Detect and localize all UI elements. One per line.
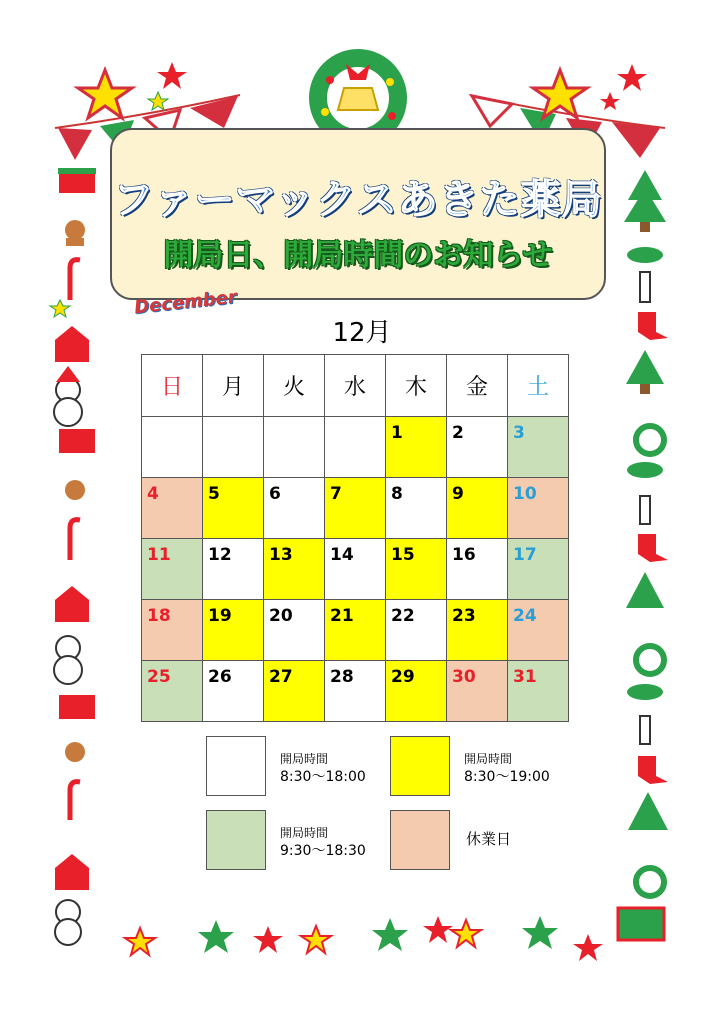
calendar-day-number: 18: [147, 606, 171, 626]
calendar-week-row: [142, 478, 569, 539]
calendar-day-cell: [508, 661, 569, 722]
legend-peach-swatch: [390, 810, 450, 870]
calendar-day-number: 17: [513, 545, 537, 565]
month-label: 12月: [332, 318, 392, 348]
legend-white-text: [280, 750, 366, 786]
calendar-day-number: 9: [452, 484, 464, 504]
legend-green-hours: 9:30〜18:30: [280, 843, 366, 859]
calendar-day-cell: [386, 661, 447, 722]
calendar-day-number: 1: [391, 423, 403, 443]
legend-yellow-text: [464, 750, 550, 786]
calendar-day-cell: [203, 417, 264, 478]
calendar-day-cell: [325, 417, 386, 478]
calendar-day-cell: [325, 661, 386, 722]
calendar-grid: [141, 354, 569, 722]
weekday-thursday: 木: [386, 355, 447, 417]
calendar-day-number: 27: [269, 667, 293, 687]
calendar-day-number: 8: [391, 484, 403, 504]
calendar-day-cell: [264, 539, 325, 600]
calendar-day-cell: [508, 417, 569, 478]
weekday-monday: 月: [203, 355, 264, 417]
calendar-day-cell: [386, 417, 447, 478]
weekday-sunday: 日: [142, 355, 203, 417]
calendar-day-cell: [508, 478, 569, 539]
calendar-day-cell: [325, 600, 386, 661]
calendar-day-number: 31: [513, 667, 537, 687]
calendar-day-number: 13: [269, 545, 293, 565]
calendar-day-cell: [264, 600, 325, 661]
legend-green-text: [280, 824, 366, 860]
legend-peach-label: 休業日: [466, 830, 512, 848]
legend-white-label: 開局時間: [280, 752, 329, 766]
calendar-day-number: 24: [513, 606, 537, 626]
calendar-day-number: 26: [208, 667, 232, 687]
calendar-day-number: 20: [269, 606, 293, 626]
calendar-day-number: 19: [208, 606, 232, 626]
calendar-day-number: 14: [330, 545, 354, 565]
calendar-day-number: 11: [147, 545, 171, 565]
calendar-day-cell: [386, 539, 447, 600]
calendar-day-cell: [203, 600, 264, 661]
calendar-day-cell: [203, 539, 264, 600]
weekday-wednesday: 水: [325, 355, 386, 417]
calendar-day-number: 12: [208, 545, 232, 565]
calendar-week-row: [142, 539, 569, 600]
weekday-tuesday: 火: [264, 355, 325, 417]
calendar-day-number: [203, 417, 263, 423]
calendar-day-cell: [447, 539, 508, 600]
legend-yellow-swatch: [390, 736, 450, 796]
notice-subtitle: 開局日、開局時間のお知らせ: [163, 238, 553, 273]
calendar-week-row: [142, 417, 569, 478]
december-decoration: December: [133, 286, 238, 319]
calendar-day-cell: [447, 478, 508, 539]
calendar-day-number: 22: [391, 606, 415, 626]
calendar-day-number: [325, 417, 385, 423]
calendar-day-cell: [142, 661, 203, 722]
calendar-day-cell: [447, 600, 508, 661]
calendar-day-cell: [508, 539, 569, 600]
calendar-day-cell: [142, 478, 203, 539]
calendar-day-cell: [508, 600, 569, 661]
calendar-day-cell: [142, 600, 203, 661]
calendar-day-number: 30: [452, 667, 476, 687]
calendar-day-cell: [142, 417, 203, 478]
header-banner: [110, 128, 606, 300]
calendar-day-cell: [447, 661, 508, 722]
weekday-friday: 金: [447, 355, 508, 417]
weekday-saturday: 土: [508, 355, 569, 417]
calendar-day-number: 23: [452, 606, 476, 626]
calendar-week-row: [142, 600, 569, 661]
calendar-day-cell: [264, 417, 325, 478]
calendar-body: [142, 417, 569, 722]
calendar-day-cell: [325, 478, 386, 539]
legend-white-hours: 8:30〜18:00: [280, 769, 366, 785]
legend-green-swatch: [206, 810, 266, 870]
calendar-week-row: [142, 661, 569, 722]
pharmacy-title: ファーマックスあきた薬局: [113, 177, 603, 223]
calendar-day-number: 28: [330, 667, 354, 687]
calendar-day-number: 21: [330, 606, 354, 626]
legend-yellow-label: 開局時間: [464, 752, 513, 766]
calendar-day-number: 2: [452, 423, 464, 443]
legend-yellow-hours: 8:30〜19:00: [464, 769, 550, 785]
calendar-day-number: 29: [391, 667, 415, 687]
calendar-day-cell: [203, 478, 264, 539]
calendar-day-cell: [142, 539, 203, 600]
calendar-day-number: 16: [452, 545, 476, 565]
legend-peach-text: [466, 830, 511, 848]
calendar-day-cell: [386, 600, 447, 661]
legend-green-label: 開局時間: [280, 826, 329, 840]
calendar-day-cell: [264, 478, 325, 539]
calendar-day-cell: [386, 478, 447, 539]
calendar-day-number: 10: [513, 484, 537, 504]
calendar-day-cell: [203, 661, 264, 722]
calendar-day-cell: [447, 417, 508, 478]
calendar-day-number: 7: [330, 484, 342, 504]
calendar-day-number: 3: [513, 423, 525, 443]
calendar-day-number: 25: [147, 667, 171, 687]
calendar-day-number: 5: [208, 484, 220, 504]
weekday-header-row: [142, 355, 569, 417]
calendar-day-number: 4: [147, 484, 159, 504]
calendar-day-number: [264, 417, 324, 423]
calendar-day-number: 15: [391, 545, 415, 565]
calendar-day-cell: [264, 661, 325, 722]
calendar-day-cell: [325, 539, 386, 600]
calendar-day-number: [142, 417, 202, 423]
calendar-day-number: 6: [269, 484, 281, 504]
legend-white-swatch: [206, 736, 266, 796]
